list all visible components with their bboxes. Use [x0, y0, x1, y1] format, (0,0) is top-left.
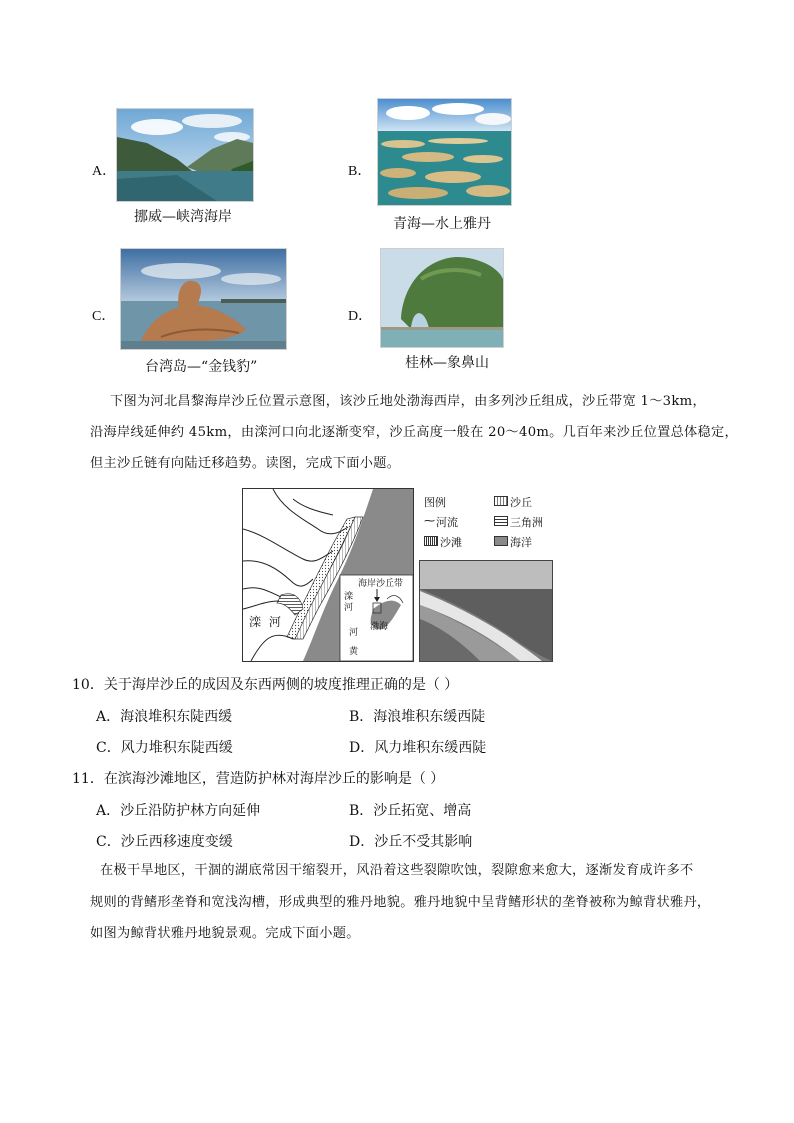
- legend-beach-swatch: [424, 536, 438, 546]
- legend-dune-swatch: [494, 496, 508, 506]
- passage2-line-1: 在极干旱地区，干涸的湖底常因干缩裂开，风沿着这些裂隙吹蚀，裂隙愈来愈大，逐渐发育成许多不: [100, 863, 694, 878]
- passage2-line-3: 如图为鲸背状雅丹地貌景观。完成下面小题。: [90, 926, 360, 941]
- option-d-letter: D．: [348, 309, 373, 324]
- legend-sea-swatch: [494, 536, 508, 546]
- map-river-label: 滦 河: [249, 615, 283, 629]
- legend-title: 图例: [424, 496, 446, 509]
- q10-option-a[interactable]: A．海浪堆积东陡西缓: [96, 709, 233, 725]
- legend-delta: 三角洲: [510, 516, 543, 529]
- question-10-stem: 10．关于海岸沙丘的成因及东西两侧的坡度推理正确的是（ ）: [72, 677, 459, 693]
- passage1-line-3: 但主沙丘链有向陆迁移趋势。读图，完成下面小题。: [90, 456, 401, 471]
- inset-label-he1: 河: [344, 603, 354, 613]
- question-11-stem: 11．在滨海沙滩地区，营造防护林对海岸沙丘的影响是（ ）: [72, 771, 445, 787]
- q10-option-d[interactable]: D．风力堆积东缓西陡: [349, 740, 487, 756]
- legend-dune: 沙丘: [510, 496, 532, 509]
- coastal-dune-map: [242, 488, 414, 662]
- legend-river-icon: ⁓: [424, 514, 435, 527]
- q11-option-b[interactable]: B．沙丘拓宽、增高: [349, 803, 472, 819]
- passage1-line-1: 下图为河北昌黎海岸沙丘位置示意图，该沙丘地处渤海西岸，由多列沙丘组成，沙丘带宽 1～3km，: [110, 394, 706, 409]
- passage2-line-2: 规则的背鳍形垄脊和宽浅沟槽，形成典型的雅丹地貌。雅丹地貌中呈背鳍形状的垄脊被称为鲸背状雅丹，: [90, 895, 711, 910]
- yardang-photo: [377, 98, 512, 206]
- q11-option-d[interactable]: D．沙丘不受其影响: [349, 834, 473, 850]
- map-legend: [418, 488, 558, 554]
- option-b-caption: 青海—水上雅丹: [393, 216, 491, 232]
- legend-delta-swatch: [494, 516, 508, 526]
- elephant-trunk-hill-photo: [380, 248, 504, 348]
- option-c-letter: C．: [92, 309, 116, 324]
- legend-sea: 海洋: [510, 536, 532, 549]
- q11-option-c[interactable]: C．沙丘西移速度变缓: [96, 834, 233, 850]
- inset-label-he2: 河: [349, 628, 359, 638]
- inset-label-huang: 黄: [349, 647, 359, 657]
- legend-beach: 沙滩: [440, 536, 462, 549]
- rock-photo: [120, 248, 287, 350]
- option-d-caption: 桂林—象鼻山: [405, 355, 489, 371]
- option-a-caption: 挪威—峡湾海岸: [134, 209, 232, 225]
- legend-river: 河流: [436, 516, 458, 529]
- passage1-line-2: 沿海岸线延伸约 45km，由滦河口向北逐渐变窄，沙丘高度一般在 20～40m。几百年来沙丘位置总体稳定，: [90, 425, 739, 440]
- q10-option-b[interactable]: B．海浪堆积东缓西陡: [349, 709, 486, 725]
- option-c-caption: 台湾岛—“金钱豹”: [145, 359, 258, 375]
- option-a-letter: A．: [92, 164, 117, 179]
- inset-title: 海岸沙丘带: [358, 579, 404, 589]
- q10-option-c[interactable]: C．风力堆积东陡西缓: [96, 740, 233, 756]
- coastal-dune-aerial-photo: [419, 560, 553, 662]
- inset-label-luan: 滦: [344, 592, 354, 602]
- inset-label-bohai: 渤海: [370, 622, 389, 632]
- option-b-letter: B．: [348, 164, 372, 179]
- fjord-photo: [116, 108, 254, 202]
- q11-option-a[interactable]: A．沙丘沿防护林方向延伸: [96, 803, 261, 819]
